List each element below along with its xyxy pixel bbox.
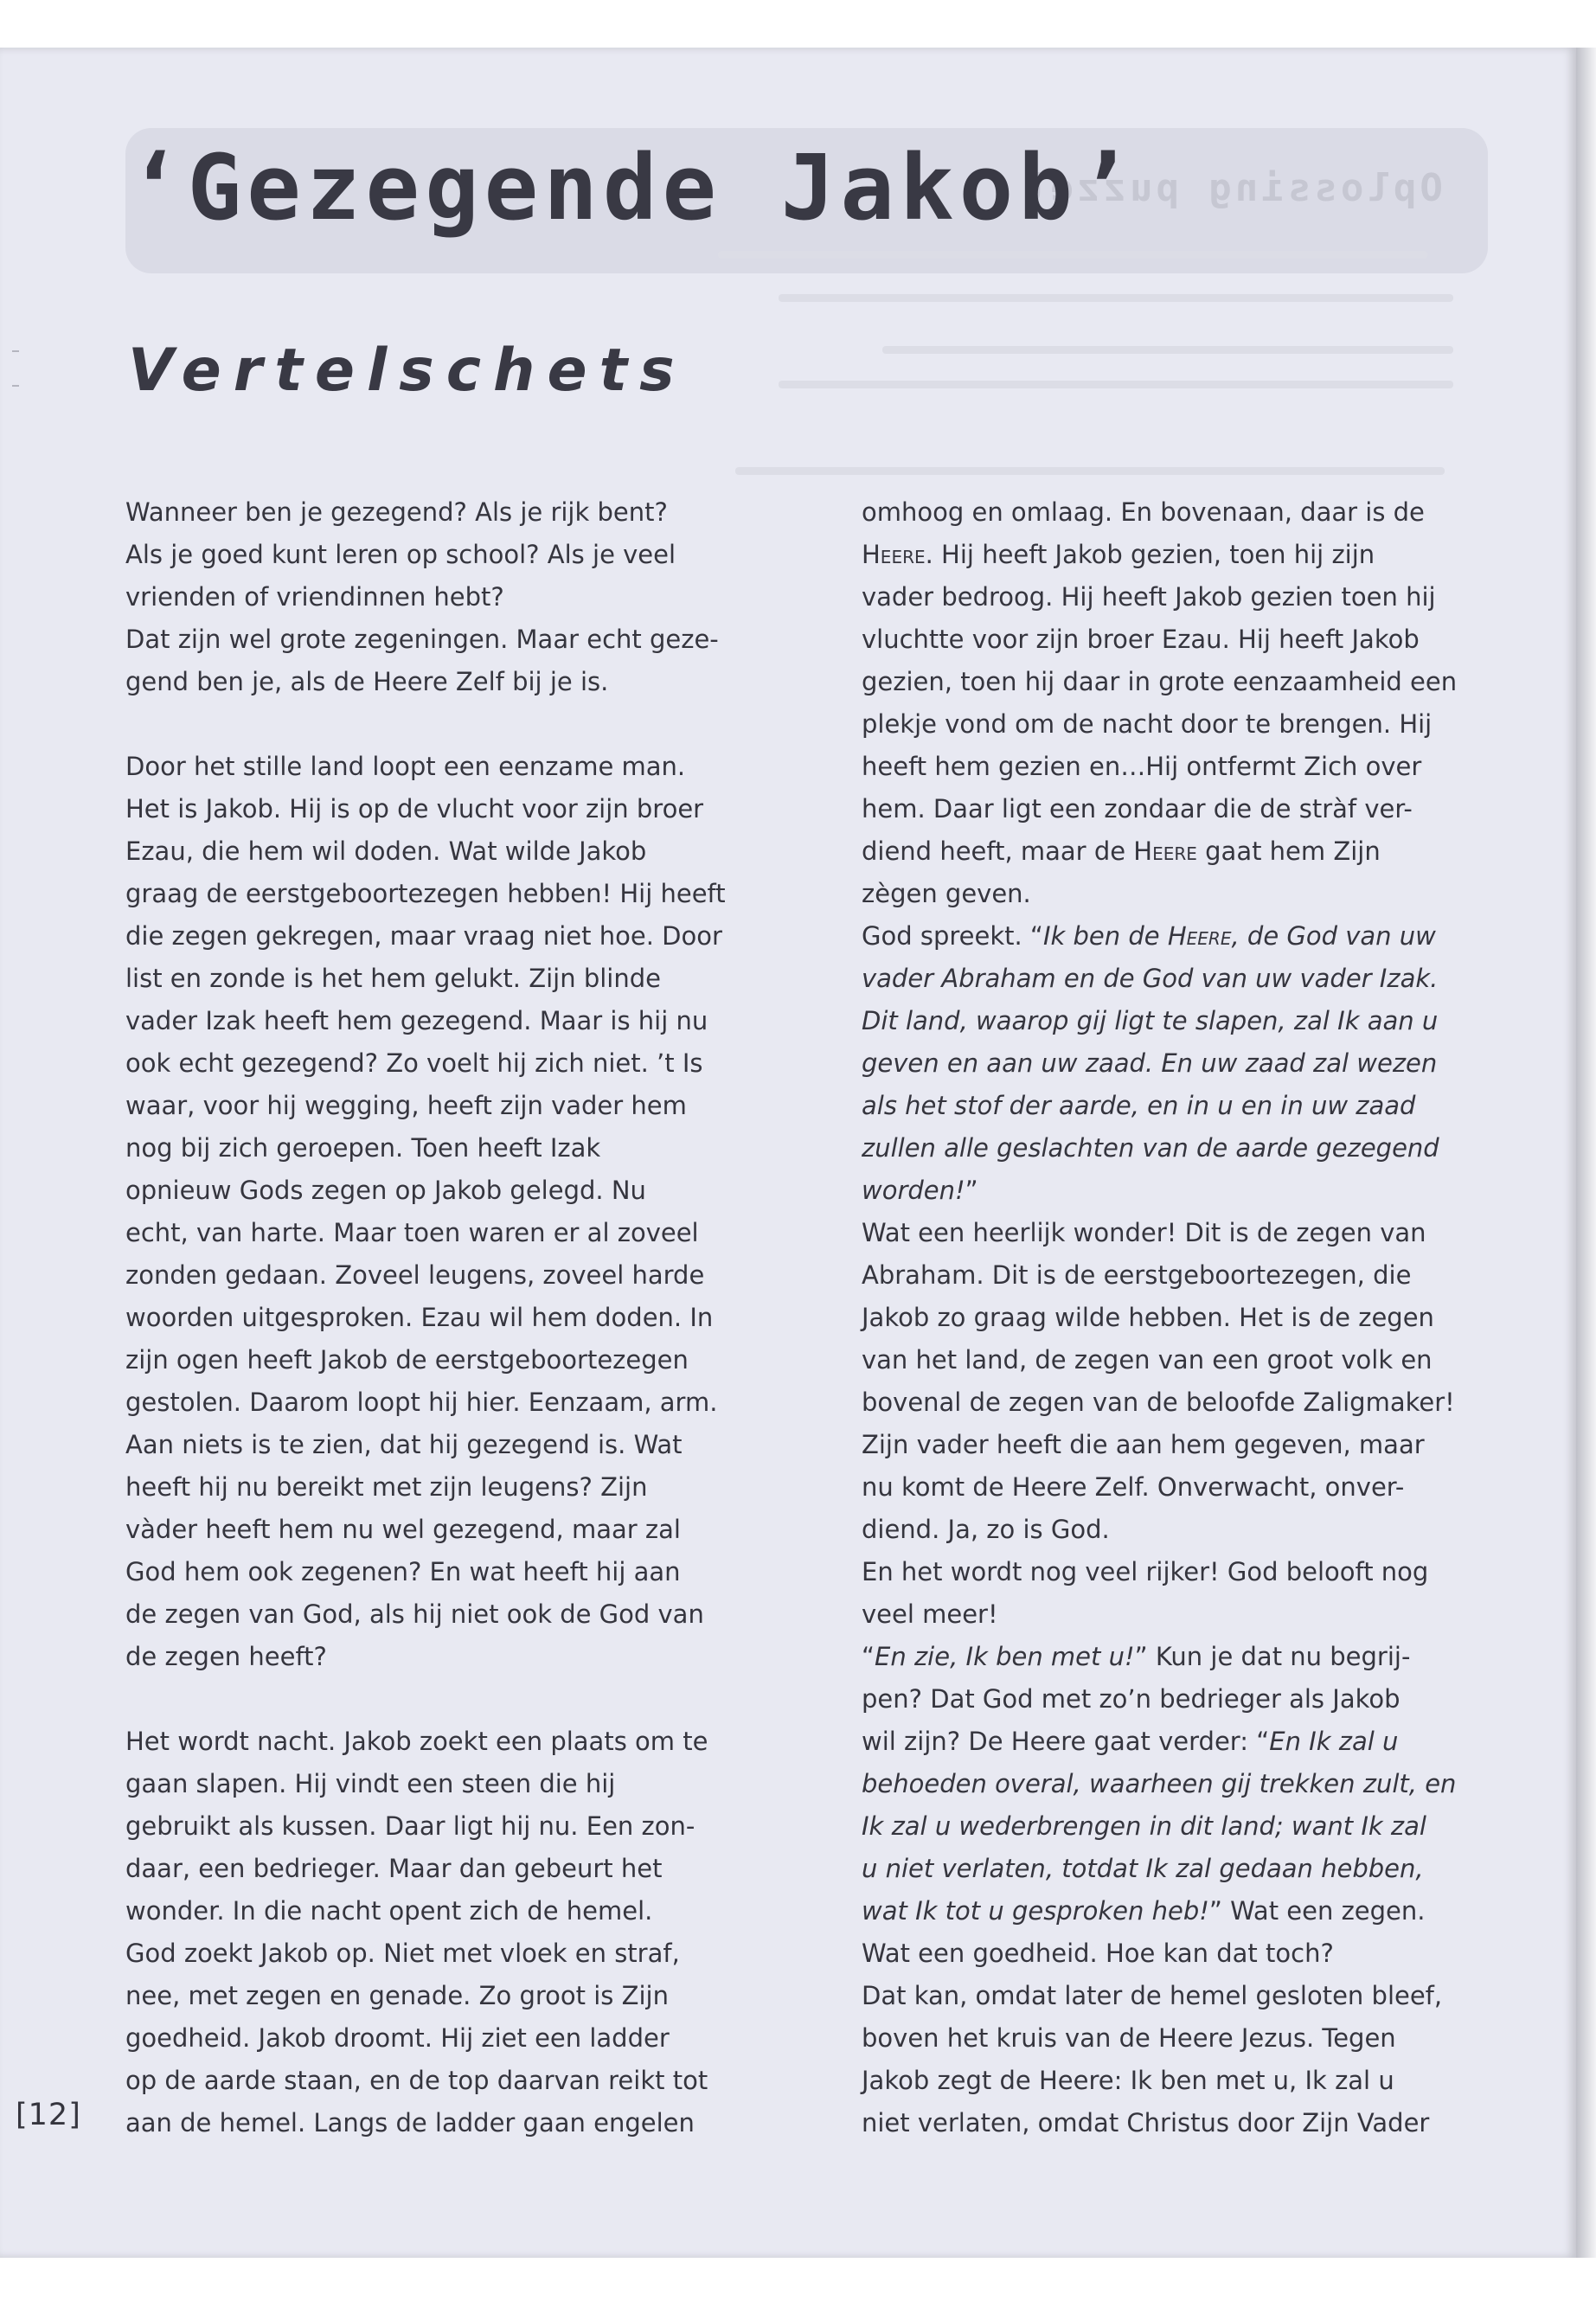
text-line — [862, 1127, 1484, 1170]
text-line — [862, 958, 1484, 1000]
text-line: Als je goed kunt leren op school? Als je veel — [125, 540, 676, 569]
text-run: heeft hem gezien en…Hij ontfermt Zich over — [862, 752, 1422, 781]
text-line: aan de hemel. Langs de ladder gaan engelen — [125, 2108, 695, 2138]
text-run: bovenal de zegen van de beloofde Zaligmaker! — [862, 1388, 1455, 1417]
text-line — [862, 1975, 1484, 2017]
text-line — [862, 1593, 1484, 1636]
text-line — [862, 661, 1484, 703]
text-line: opnieuw Gods zegen op Jakob gelegd. Nu — [125, 1176, 646, 1205]
text-line: gebruikt als kussen. Daar ligt hij nu. Een zon- — [125, 1811, 695, 1841]
text-line — [862, 1509, 1484, 1551]
text-line — [862, 873, 1484, 915]
text-line — [862, 2017, 1484, 2060]
text-line — [862, 1636, 1484, 1678]
text-run: plekje vond om de nacht door te brengen. Hij — [862, 709, 1433, 739]
show-through-line — [735, 467, 1445, 475]
text-line — [862, 576, 1484, 619]
text-line: wonder. In die nacht opent zich de hemel. — [125, 1896, 653, 1926]
text-run: Dat kan, omdat later de hemel gesloten bleef, — [862, 1981, 1443, 2010]
text-run: pen? Dat God met zo’n bedrieger als Jakob — [862, 1684, 1401, 1714]
text-line: zonden gedaan. Zoveel leugens, zoveel harde — [125, 1260, 705, 1290]
text-run: Jakob zegt de Heere: Ik ben met u, Ik zal u — [862, 2066, 1394, 2095]
text-run: Heere — [862, 540, 926, 569]
margin-tick — [12, 350, 19, 352]
text-run: Abraham. Dit is de eerstgeboortezegen, die — [862, 1260, 1412, 1290]
text-line — [862, 915, 1484, 958]
text-line: ook echt gezegend? Zo voelt hij zich niet. ’t Is — [125, 1048, 703, 1078]
text-line: nog bij zich geroepen. Toen heeft Izak — [125, 1133, 601, 1163]
text-line — [862, 1678, 1484, 1721]
right-text-column — [862, 491, 1484, 2144]
text-run: nu komt de Heere Zelf. Onverwacht, onver- — [862, 1472, 1405, 1502]
text-run: wat Ik tot u gesproken heb! — [862, 1896, 1209, 1926]
text-line: vàder heeft hem nu wel gezegend, maar zal — [125, 1515, 681, 1544]
text-line — [862, 1805, 1484, 1848]
show-through-line — [882, 346, 1453, 354]
text-line: Wanneer ben je gezegend? Als je rijk bent? — [125, 497, 668, 527]
show-through-line — [779, 294, 1453, 302]
text-run: geven en aan uw zaad. En uw zaad zal wezen — [862, 1048, 1438, 1078]
page-edge — [1576, 48, 1596, 2258]
text-line: die zegen gekregen, maar vraag niet hoe. Door — [125, 921, 722, 951]
text-line: goedheid. Jakob droomt. Hij ziet een ladder — [125, 2023, 670, 2053]
text-line — [862, 1297, 1484, 1339]
text-run: wil zijn? De Heere gaat verder: “ — [862, 1727, 1270, 1756]
text-line: graag de eerstgeboortezegen hebben! Hij heeft — [125, 879, 726, 908]
text-line — [862, 1551, 1484, 1593]
text-run: gaat hem Zijn — [1196, 836, 1381, 866]
text-run: van het land, de zegen van een groot volk en — [862, 1345, 1433, 1375]
text-run: ” Wat een zegen. — [1208, 1896, 1426, 1926]
text-line: gend ben je, als de Heere Zelf bij je is. — [125, 667, 609, 696]
text-run: En Ik zal u — [1269, 1727, 1399, 1756]
text-run: ” Kun je dat nu begrij- — [1134, 1642, 1411, 1671]
text-line — [862, 1763, 1484, 1805]
text-line: daar, een bedrieger. Maar dan gebeurt het — [125, 1854, 663, 1883]
text-line: gestolen. Daarom loopt hij hier. Eenzaam, arm. — [125, 1388, 718, 1417]
text-line: vrienden of vriendinnen hebt? — [125, 582, 504, 612]
text-line: nee, met zegen en genade. Zo groot is Zijn — [125, 1981, 669, 2010]
text-run: Wat een heerlijk wonder! Dit is de zegen van — [862, 1218, 1426, 1247]
text-line: woorden uitgesproken. Ezau wil hem doden. In — [125, 1303, 714, 1332]
text-line: Dat zijn wel grote zegeningen. Maar echt geze- — [125, 625, 719, 654]
text-line: God hem ook zegenen? En wat heeft hij aan — [125, 1557, 681, 1586]
text-line — [862, 1424, 1484, 1466]
page-number: [12] — [16, 2098, 81, 2132]
text-run: omhoog en omlaag. En bovenaan, daar is de — [862, 497, 1425, 527]
margin-tick — [12, 385, 19, 387]
text-run: En het wordt nog veel rijker! God belooft nog — [862, 1557, 1429, 1586]
text-line — [862, 1848, 1484, 1890]
text-line: waar, voor hij wegging, heeft zijn vader hem — [125, 1091, 687, 1120]
text-line — [862, 1339, 1484, 1381]
text-run: Zijn vader heeft die aan hem gegeven, maar — [862, 1430, 1425, 1459]
article-subtitle: Vertelschets — [128, 336, 687, 405]
text-run: Dit land, waarop gij ligt te slapen, zal Ik aan u — [862, 1006, 1439, 1035]
paragraph-gap — [125, 1678, 755, 1721]
text-run: vader Abraham en de God van uw vader Izak. — [862, 964, 1439, 993]
text-line: gaan slapen. Hij vindt een steen die hij — [125, 1769, 616, 1798]
text-run: . Hij heeft Jakob gezien, toen hij zijn — [925, 540, 1375, 569]
text-line — [862, 703, 1484, 746]
text-run: diend. Ja, zo is God. — [862, 1515, 1110, 1544]
text-run: zullen alle geslachten van de aarde gezegend — [862, 1133, 1439, 1163]
text-line: Door het stille land loopt een eenzame man. — [125, 752, 686, 781]
text-line — [862, 1254, 1484, 1297]
text-run: God spreekt. “ — [862, 921, 1043, 951]
text-run: vluchtte voor zijn broer Ezau. Hij heeft Jakob — [862, 625, 1420, 654]
text-line — [862, 2102, 1484, 2144]
text-line — [862, 1890, 1484, 1932]
show-through-line — [779, 381, 1453, 388]
show-through-line — [718, 251, 1427, 259]
text-line: heeft hij nu bereikt met zijn leugens? Zijn — [125, 1472, 648, 1502]
text-run: Ik zal u wederbrengen in dit land; want Ik zal — [862, 1811, 1426, 1841]
text-line — [862, 1042, 1484, 1085]
text-run: Jakob zo graag wilde hebben. Het is de zegen — [862, 1303, 1434, 1332]
text-line — [862, 2060, 1484, 2102]
text-line — [862, 1212, 1484, 1254]
text-line — [862, 1721, 1484, 1763]
text-line: Aan niets is te zien, dat hij gezegend is. Wat — [125, 1430, 683, 1459]
text-line — [862, 1932, 1484, 1975]
text-run: gezien, toen hij daar in grote eenzaamheid een — [862, 667, 1458, 696]
text-run: worden! — [862, 1176, 965, 1205]
text-line — [862, 534, 1484, 576]
text-line: Ezau, die hem wil doden. Wat wilde Jakob — [125, 836, 647, 866]
text-run: niet verlaten, omdat Christus door Zijn Vader — [862, 2108, 1430, 2138]
text-run: “ — [862, 1642, 875, 1671]
text-run: u niet verlaten, totdat Ik zal gedaan hebben, — [862, 1854, 1424, 1883]
text-line: God zoekt Jakob op. Niet met vloek en straf, — [125, 1939, 680, 1968]
text-run: Wat een goedheid. Hoe kan dat toch? — [862, 1939, 1334, 1968]
text-line: vader Izak heeft hem gezegend. Maar is hij nu — [125, 1006, 708, 1035]
text-run: veel meer! — [862, 1599, 998, 1629]
text-line: de zegen heeft? — [125, 1642, 327, 1671]
text-run: En zie, Ik ben met u! — [875, 1642, 1135, 1671]
text-line — [862, 830, 1484, 873]
left-text-column — [125, 491, 755, 2144]
text-line: zijn ogen heeft Jakob de eerstgeboortezegen — [125, 1345, 689, 1375]
text-line: de zegen van God, als hij niet ook de God van — [125, 1599, 704, 1629]
text-line — [862, 1000, 1484, 1042]
text-run: , de God van uw — [1231, 921, 1436, 951]
text-line: list en zonde is het hem gelukt. Zijn blinde — [125, 964, 661, 993]
text-line — [862, 619, 1484, 661]
text-line: Het wordt nacht. Jakob zoekt een plaats om te — [125, 1727, 708, 1756]
text-line — [862, 1170, 1484, 1212]
text-run: hem. Daar ligt een zondaar die de stràf ver- — [862, 794, 1413, 824]
text-line — [862, 1381, 1484, 1424]
text-line: echt, van harte. Maar toen waren er al zoveel — [125, 1218, 699, 1247]
text-run: diend heeft, maar de — [862, 836, 1134, 866]
text-run: als het stof der aarde, en in u en in uw zaad — [862, 1091, 1416, 1120]
text-line: op de aarde staan, en de top daarvan reikt tot — [125, 2066, 708, 2095]
text-run: Heere — [1133, 836, 1197, 866]
text-run: vader bedroog. Hij heeft Jakob gezien toen hij — [862, 582, 1436, 612]
text-line: Het is Jakob. Hij is op de vlucht voor zijn broer — [125, 794, 704, 824]
text-line — [862, 1466, 1484, 1509]
text-run: Heere — [1167, 921, 1232, 951]
text-run: Ik ben de — [1042, 921, 1168, 951]
text-run: behoeden overal, waarheen gij trekken zult, en — [862, 1769, 1457, 1798]
text-run: ” — [965, 1176, 978, 1205]
text-run: boven het kruis van de Heere Jezus. Tegen — [862, 2023, 1396, 2053]
article-title: ‘Gezegende Jakob’ — [128, 135, 1138, 240]
text-line — [862, 788, 1484, 830]
paragraph-gap — [125, 703, 755, 746]
text-line — [862, 1085, 1484, 1127]
text-line — [862, 746, 1484, 788]
text-line — [862, 491, 1484, 534]
text-run: zègen geven. — [862, 879, 1031, 908]
show-through-heading: Oplossing puzzel — [1021, 166, 1443, 210]
